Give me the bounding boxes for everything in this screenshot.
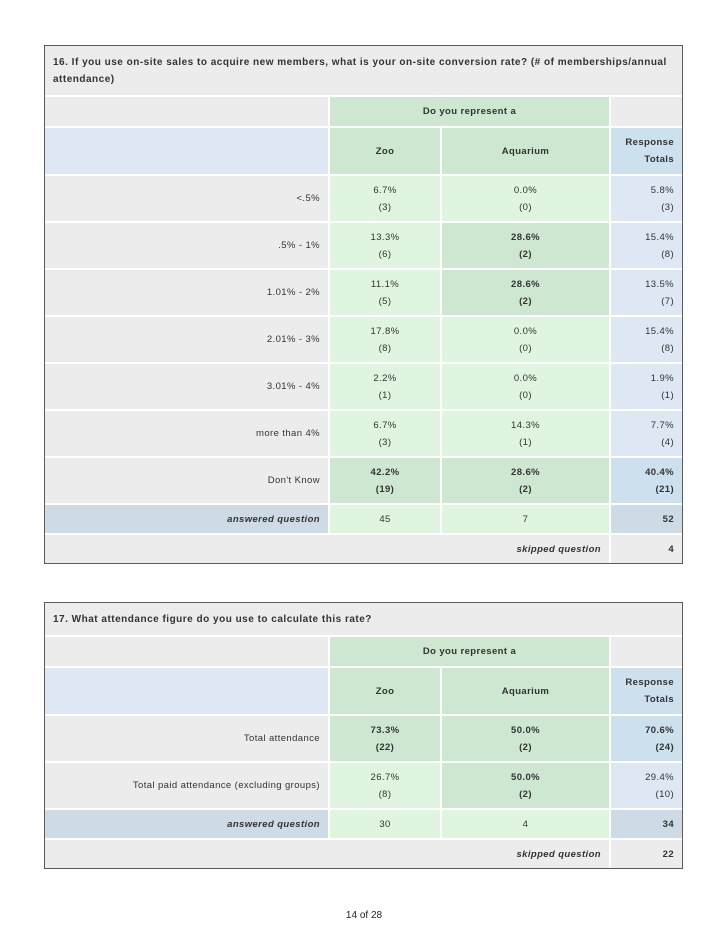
zoo-count: (8) (378, 788, 392, 800)
aquarium-count: (2) (519, 483, 532, 495)
blank-cell (45, 667, 329, 715)
answered-aquarium: 7 (441, 504, 610, 534)
zoo-count: (19) (375, 483, 395, 495)
question-16-table (44, 45, 683, 564)
total-cell (610, 410, 682, 457)
zoo-cell (329, 316, 441, 363)
aquarium-cell (441, 363, 610, 410)
zoo-count: (22) (375, 741, 395, 753)
crosstab (45, 95, 682, 563)
row-label: 3.01% - 4% (45, 363, 329, 410)
aquarium-percent: 28.6% (511, 466, 540, 478)
answered-total: 52 (610, 504, 682, 534)
zoo-count: (6) (378, 248, 392, 260)
zoo-cell (329, 715, 441, 762)
aquarium-cell (441, 222, 610, 269)
answered-label: answered question (45, 809, 329, 839)
zoo-percent: 2.2% (373, 372, 397, 384)
total-cell (610, 363, 682, 410)
zoo-cell (329, 269, 441, 316)
answered-zoo: 45 (329, 504, 441, 534)
total-cell (610, 269, 682, 316)
answered-zoo: 30 (329, 809, 441, 839)
zoo-percent: 11.1% (370, 278, 400, 290)
blank-cell (610, 636, 682, 667)
aquarium-cell (441, 457, 610, 504)
aquarium-percent: 0.0% (513, 372, 538, 384)
zoo-cell (329, 363, 441, 410)
row-label: <.5% (45, 175, 329, 222)
aquarium-percent: 28.6% (511, 278, 540, 290)
total-percent: 40.4% (645, 466, 675, 478)
column-header-aquarium: Aquarium (441, 667, 610, 715)
zoo-percent: 73.3% (370, 724, 400, 736)
aquarium-count: (2) (519, 295, 532, 307)
aquarium-percent: 50.0% (511, 724, 540, 736)
total-count: (8) (661, 342, 675, 354)
answered-row (45, 504, 682, 534)
aquarium-count: (2) (519, 248, 532, 260)
total-cell (610, 222, 682, 269)
group-header: Do you represent a (329, 96, 610, 127)
table-row (45, 363, 682, 410)
zoo-percent: 6.7% (373, 184, 397, 196)
aquarium-cell (441, 269, 610, 316)
table-row (45, 457, 682, 504)
page-number: 14 of 28 (345, 910, 383, 921)
answered-total: 34 (610, 809, 682, 839)
skipped-label: skipped question (45, 534, 610, 563)
zoo-cell (329, 762, 441, 809)
row-label: 2.01% - 3% (45, 316, 329, 363)
answered-row (45, 809, 682, 839)
zoo-count: (3) (378, 201, 392, 213)
zoo-percent: 26.7% (370, 771, 400, 783)
zoo-cell (329, 175, 441, 222)
column-header-row (45, 667, 682, 715)
zoo-count: (5) (378, 295, 392, 307)
total-count: (8) (661, 248, 675, 260)
aquarium-count: (0) (519, 201, 532, 213)
column-header-aquarium: Aquarium (441, 127, 610, 175)
row-label: .5% - 1% (45, 222, 329, 269)
aquarium-cell (441, 316, 610, 363)
totals-header-line1: Response (625, 137, 675, 148)
aquarium-percent: 28.6% (511, 231, 540, 243)
total-count: (21) (655, 483, 675, 495)
total-count: (10) (655, 788, 675, 800)
question-title: 17. What attendance figure do you use to calculate this rate? (45, 603, 682, 635)
total-cell (610, 762, 682, 809)
row-label: 1.01% - 2% (45, 269, 329, 316)
table-row (45, 269, 682, 316)
total-cell (610, 457, 682, 504)
total-count: (3) (661, 201, 675, 213)
group-header-row (45, 636, 682, 667)
table-row (45, 715, 682, 762)
column-header-zoo: Zoo (329, 127, 441, 175)
totals-header-line2: Totals (644, 694, 675, 705)
aquarium-cell (441, 175, 610, 222)
aquarium-cell (441, 410, 610, 457)
column-header-row (45, 127, 682, 175)
group-header-row (45, 96, 682, 127)
zoo-percent: 42.2% (370, 466, 400, 478)
aquarium-percent: 0.0% (513, 325, 538, 337)
table-row (45, 762, 682, 809)
total-percent: 5.8% (650, 184, 675, 196)
total-count: (7) (661, 295, 675, 307)
total-count: (4) (661, 436, 675, 448)
skipped-row (45, 839, 682, 868)
aquarium-percent: 50.0% (511, 771, 540, 783)
table-row (45, 410, 682, 457)
aquarium-count: (0) (519, 389, 532, 401)
aquarium-count: (2) (519, 741, 532, 753)
skipped-total: 22 (610, 839, 682, 868)
table-row (45, 222, 682, 269)
zoo-percent: 13.3% (370, 231, 400, 243)
total-cell (610, 316, 682, 363)
zoo-cell (329, 457, 441, 504)
zoo-count: (8) (378, 342, 392, 354)
zoo-count: (3) (378, 436, 392, 448)
group-header: Do you represent a (329, 636, 610, 667)
total-percent: 70.6% (645, 724, 675, 736)
answered-label: answered question (45, 504, 329, 534)
blank-cell (610, 96, 682, 127)
column-header-totals (610, 127, 682, 175)
row-label: Total paid attendance (excluding groups) (45, 762, 329, 809)
zoo-cell (329, 410, 441, 457)
total-percent: 7.7% (650, 419, 675, 431)
blank-cell (45, 127, 329, 175)
table-row (45, 175, 682, 222)
skipped-total: 4 (610, 534, 682, 563)
aquarium-count: (0) (519, 342, 532, 354)
zoo-count: (1) (378, 389, 392, 401)
total-count: (1) (661, 389, 675, 401)
total-percent: 15.4% (645, 325, 675, 337)
totals-header-line1: Response (625, 677, 675, 688)
aquarium-percent: 0.0% (513, 184, 538, 196)
zoo-percent: 17.8% (370, 325, 400, 337)
aquarium-percent: 14.3% (511, 419, 540, 431)
question-17-table (44, 602, 683, 869)
aquarium-count: (2) (519, 788, 532, 800)
row-label: Total attendance (45, 715, 329, 762)
row-label: Don't Know (45, 457, 329, 504)
zoo-percent: 6.7% (373, 419, 397, 431)
total-percent: 13.5% (645, 278, 675, 290)
column-header-zoo: Zoo (329, 667, 441, 715)
table-row (45, 316, 682, 363)
aquarium-cell (441, 762, 610, 809)
skipped-label: skipped question (45, 839, 610, 868)
column-header-totals (610, 667, 682, 715)
blank-cell (45, 636, 329, 667)
total-percent: 15.4% (645, 231, 675, 243)
zoo-cell (329, 222, 441, 269)
crosstab (45, 635, 682, 868)
totals-header-line2: Totals (644, 154, 675, 165)
total-cell (610, 175, 682, 222)
total-percent: 29.4% (645, 771, 675, 783)
row-label: more than 4% (45, 410, 329, 457)
blank-cell (45, 96, 329, 127)
aquarium-count: (1) (519, 436, 532, 448)
answered-aquarium: 4 (441, 809, 610, 839)
total-cell (610, 715, 682, 762)
total-count: (24) (655, 741, 675, 753)
skipped-row (45, 534, 682, 563)
total-percent: 1.9% (650, 372, 675, 384)
question-title: 16. If you use on-site sales to acquire new members, what is your on-site conversion rate? (# of memberships/annual attendance) (45, 46, 682, 95)
aquarium-cell (441, 715, 610, 762)
